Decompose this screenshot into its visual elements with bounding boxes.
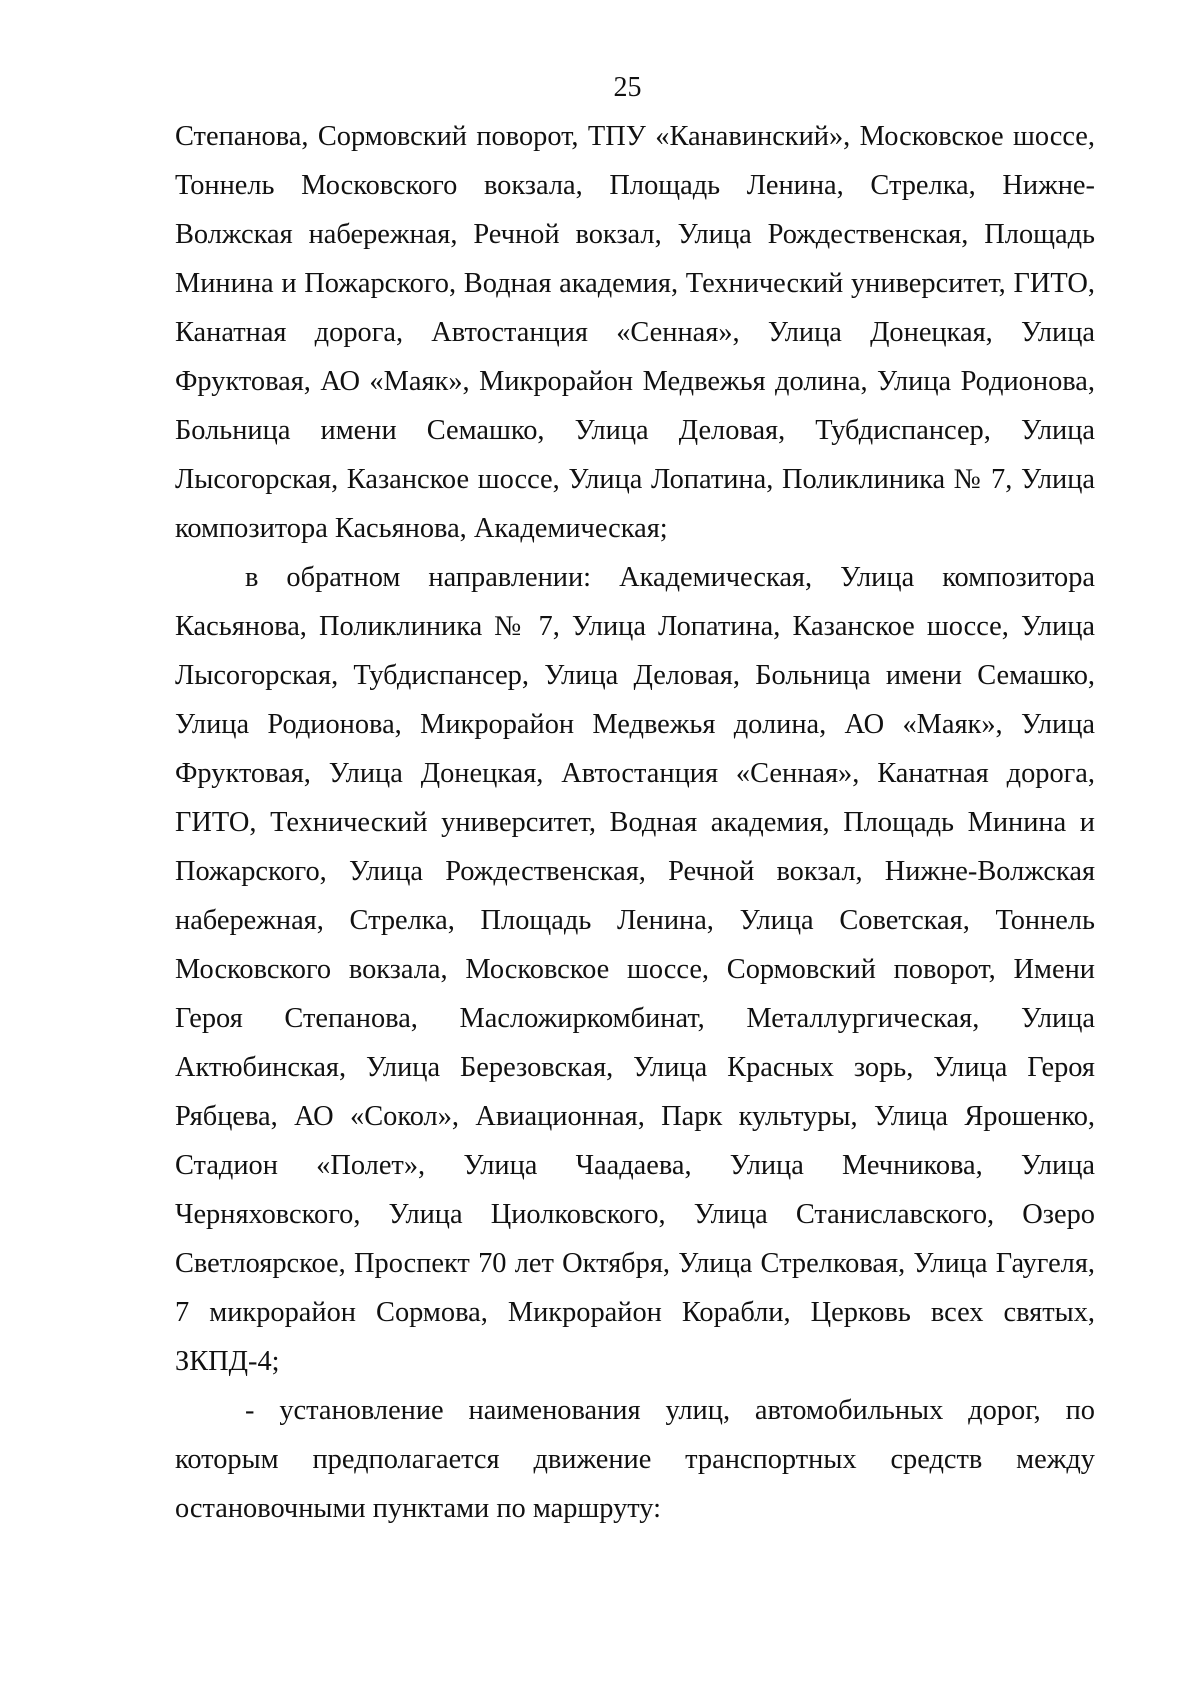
paragraph-street-names-item: - установление наименования улиц, автомобильных дорог, по которым предполагается движение транспортных средств между остановочными пунктами по маршруту: [175,1395,1095,1524]
paragraph-forward-route-continuation: Степанова, Сормовский поворот, ТПУ «Канавинский», Московское шоссе, Тоннель Московского вокзала, Площадь Ленина, Стрелка, Нижне-Волжская набережная, Речной вокзал, Улица Рождественская, Площадь Минина и Пожарского, Водная академия, Технический университет, ГИТО, Канатная дорога, Автостанция «Сенная», Улица Донецкая, Улица Фруктовая, АО «Маяк», Микрорайон Медвежья долина, Улица Родионова, Больница имени Семашко, Улица Деловая, Тубдиспансер, Улица Лысогорская, Казанское шоссе, Улица Лопатина, Поликлиника № 7, Улица композитора Касьянова, Академическая; [175,121,1095,544]
document-body [175,112,1095,1533]
paragraph-reverse-route: в обратном направлении: Академическая, Улица композитора Касьянова, Поликлиника № 7, Улица Лопатина, Казанское шоссе, Улица Лысогорская, Тубдиспансер, Улица Деловая, Больница имени Семашко, Улица Родионова, Микрорайон Медвежья долина, АО «Маяк», Улица Фруктовая, Улица Донецкая, Автостанция «Сенная», Канатная дорога, ГИТО, Технический университет, Водная академия, Площадь Минина и Пожарского, Улица Рождественская, Речной вокзал, Нижне-Волжская набережная, Стрелка, Площадь Ленина, Улица Советская, Тоннель Московского вокзала, Московское шоссе, Сормовский поворот, Имени Героя Степанова, Масложиркомбинат, Металлургическая, Улица Актюбинская, Улица Березовская, Улица Красных зорь, Улица Героя Рябцева, АО «Сокол», Авиационная, Парк культуры, Улица Ярошенко, Стадион «Полет», Улица Чаадаева, Улица Мечникова, Улица Черняховского, Улица Циолковского, Улица Станиславского, Озеро Светлоярское, Проспект 70 лет Октября, Улица Стрелковая, Улица Гаугеля, 7 микрорайон Сормова, Микрорайон Корабли, Церковь всех святых, ЗКПД-4; [175,562,1095,1377]
page-number: 25 [613,72,642,103]
